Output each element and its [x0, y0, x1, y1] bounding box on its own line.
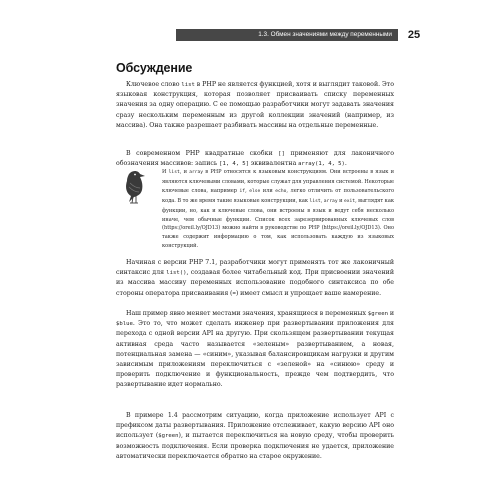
paragraph-intro: [116, 80, 394, 131]
code-inline: $green: [367, 311, 389, 317]
text: ) имеет смысл и упрощает ваше намерение.: [235, 289, 382, 297]
text: Наш пример явно меняет местами значения, хранящиеся в переменных: [126, 310, 368, 317]
text: и: [337, 197, 344, 204]
code-inline: array(1, 4, 5): [298, 161, 345, 168]
raven-icon: [120, 168, 152, 206]
text: , и: [179, 169, 190, 175]
code-inline: list: [181, 82, 195, 88]
text: , создавая более читабельный код. При присвоении значений из массива массиву переменных использование подобного синтаксиса по обе стороны оператора присваивания (: [116, 269, 394, 297]
page-number: 25: [407, 29, 421, 41]
text: применяют для лаконичного обозначения массивов: запись: [116, 150, 394, 168]
text: в PHP относятся к языковым конструкциям. Они встроены в язык и являются ключевыми словами, которые служат для управления системой. Некоторые ключевые слова, например: [162, 169, 394, 194]
text: . Это то, что может сделать инженер при развертывании приложения для перехода с одной версии API на другую. При скользящем развертывании текущая активная среда часто называется «зеленым» развертыванием, а новая, потенциальная замена — «синим», указывая балансировщикам нагрузки и другим зависимым приложениям переключиться с «зеленой» на «синюю» среду и проверить подключение и функциональность, прежде чем подтвердить, что развертывание идет нормально.: [116, 320, 394, 389]
code-inline: list: [309, 198, 321, 204]
text: Ключевое слово: [126, 81, 182, 88]
section-heading: Обсуждение: [116, 61, 193, 75]
paragraph-deployment: [116, 309, 394, 391]
running-header: 1.3. Обмен значениями между переменными: [176, 29, 398, 41]
text: В примере 1.4 рассмотрим ситуацию, когда приложение использует API с префиксом даты развертывания. Приложение отслеживает, какую версию API оно использует (: [116, 412, 394, 440]
text: В современном PHP квадратные скобки: [126, 150, 279, 157]
code-inline: if: [239, 188, 246, 194]
code-inline: =: [232, 290, 236, 297]
text: И: [162, 169, 169, 175]
code-inline: array: [323, 198, 338, 204]
text: ), и пытается переключиться на новую среду, чтобы проверить возможность подключения. Если проверка подключения не удается, приложение автоматически переключается обратно на старое окружение.: [116, 432, 394, 460]
text: Начиная с версии PHP 7.1, разработчики могут применять тот же лаконичный синтаксис для: [116, 259, 394, 277]
code-inline: []: [278, 151, 285, 157]
code-inline: [1, 4, 5]: [219, 161, 250, 168]
text: , легко отличить от пользовательского кода. В то же время такие языковые конструкции, как: [162, 187, 395, 204]
code-inline: $green: [158, 433, 179, 440]
paragraph-example: [116, 411, 394, 462]
code-inline: else: [249, 188, 261, 194]
text: и: [388, 310, 395, 317]
text: .: [344, 160, 347, 168]
paragraph-php71: [116, 258, 394, 299]
text: ,: [320, 197, 324, 204]
code-inline: $blue: [116, 321, 133, 328]
text: ,: [245, 187, 250, 194]
code-inline: list: [168, 170, 180, 175]
text: эквивалентна: [249, 160, 299, 168]
text: или: [260, 187, 276, 194]
code-inline: array: [189, 170, 204, 175]
text: в PHP не является функцией, хотя и выглядит таковой. Это языковая конструкция, которая позволяет присваивать списку переменных значения за одну операцию. С ее помощью разработчики могут задавать значения сразу нескольким переменным из другой коллекции значений (например, из массива). Она также разрешает разбивать массивы на отдельные переменные.: [116, 81, 394, 129]
code-inline: exit: [343, 198, 356, 204]
paragraph-brackets: [116, 149, 394, 169]
note-text: [162, 168, 394, 251]
code-inline: echo: [275, 188, 287, 194]
code-inline: list(): [166, 270, 187, 277]
text: , выглядят как функции, но, как и ключевые слова, они встроены в язык и ведут себя несколько иначе, чем обычные функции. Список всех зарезервированных ключевых слов (https://oreil.ly/OJD13) можно найти в руководстве по PHP (https://oreil.ly/OJD13). Оно также содержит информацию о том, как использовать каждую из языковых конструкций.: [162, 197, 394, 250]
